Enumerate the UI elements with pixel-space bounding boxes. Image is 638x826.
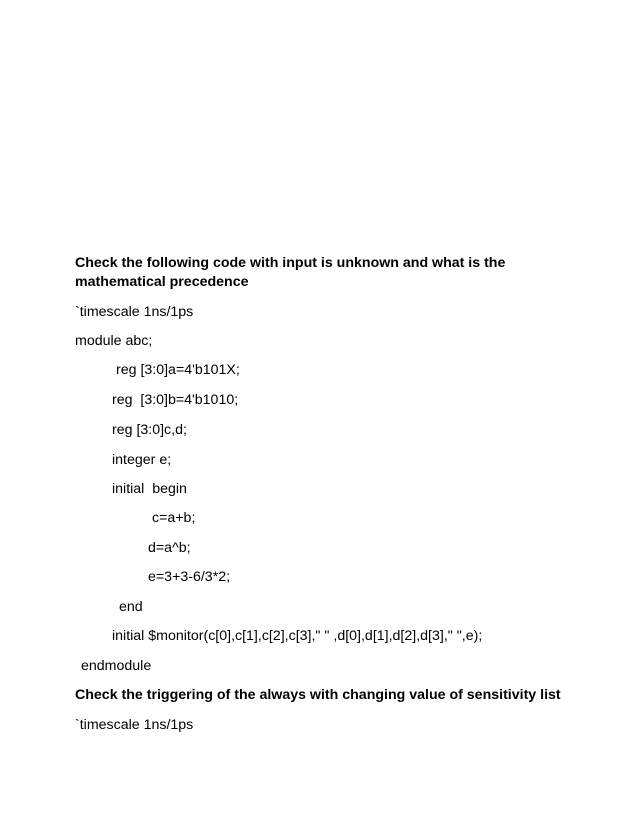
code-line: end — [119, 599, 143, 615]
code-line: module abc; — [75, 333, 153, 349]
code-line: initial $monitor(c[0],c[1],c[2],c[3]," " ,d[0],d[1],d[2],d[3]," ",e); — [112, 628, 483, 644]
code-line: `timescale 1ns/1ps — [75, 304, 194, 320]
heading-line-1: Check the following code with input is unknown and what is the — [75, 255, 506, 271]
code-line: c=a+b; — [152, 510, 196, 526]
heading-line-2: mathematical precedence — [75, 274, 249, 290]
code-line: `timescale 1ns/1ps — [75, 717, 194, 733]
code-line: reg [3:0]b=4'b1010; — [112, 392, 239, 408]
code-line: initial begin — [112, 481, 187, 497]
code-line: d=a^b; — [148, 540, 191, 556]
heading-line-3: Check the triggering of the always with changing value of sensitivity list — [75, 687, 561, 703]
code-line: e=3+3-6/3*2; — [148, 569, 231, 585]
code-line: endmodule — [81, 658, 152, 674]
code-line: integer e; — [112, 452, 172, 468]
code-line: reg [3:0]c,d; — [112, 422, 187, 438]
code-line: reg [3:0]a=4'b101X; — [116, 362, 240, 378]
